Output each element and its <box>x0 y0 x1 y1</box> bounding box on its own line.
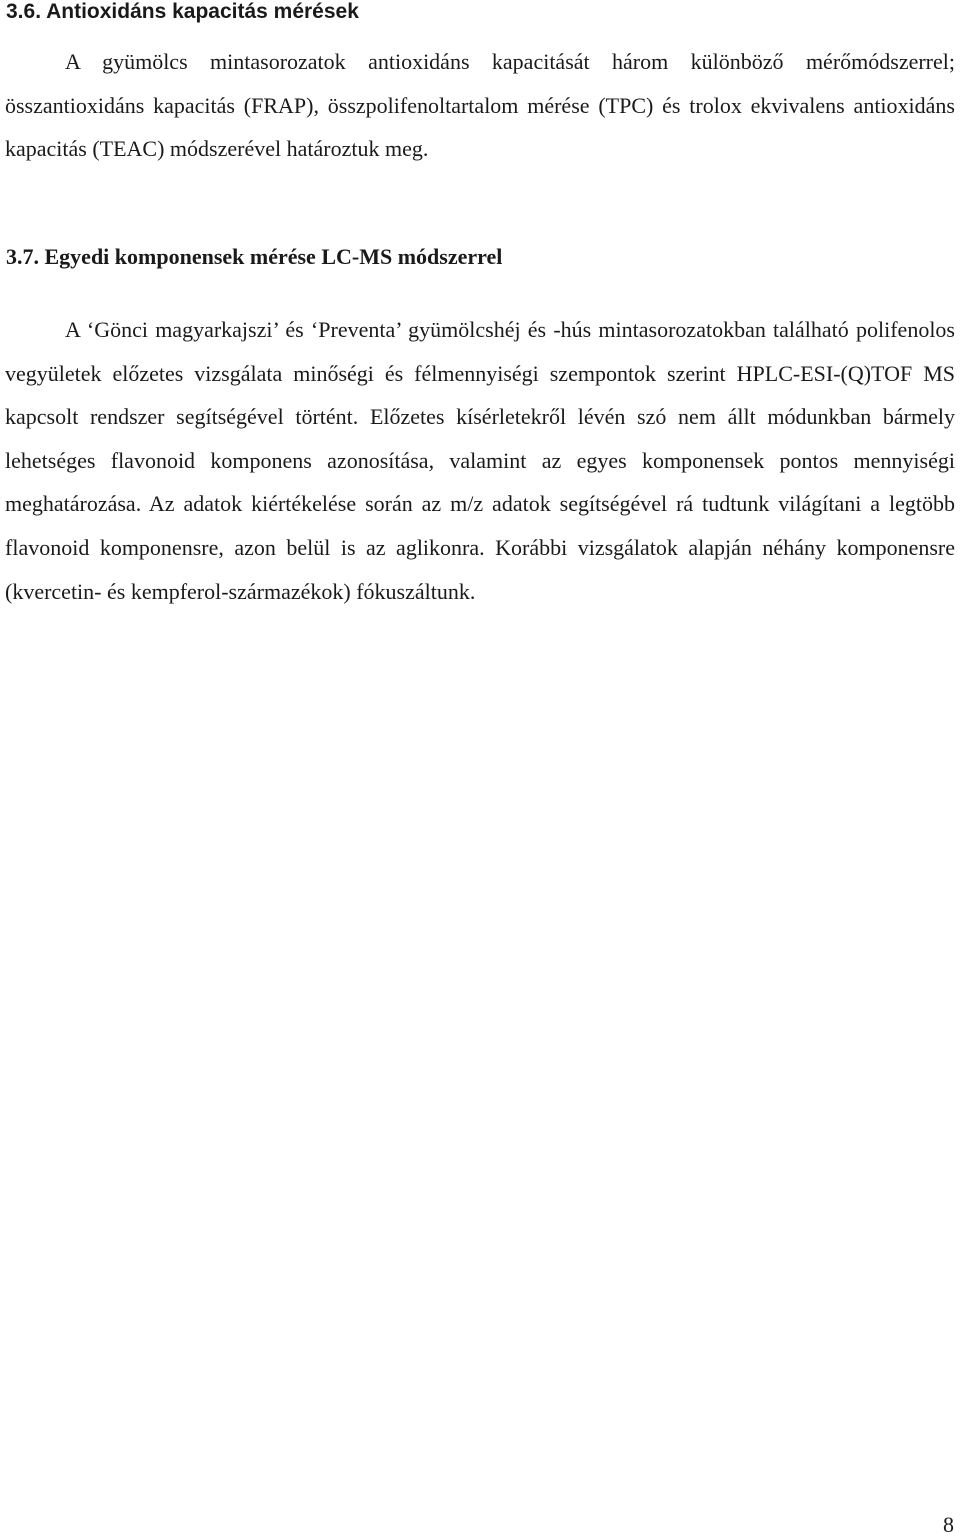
page-number: 8 <box>943 1512 954 1537</box>
section-heading-3-6: 3.6. Antioxidáns kapacitás mérések <box>6 0 359 23</box>
section-heading-3-7: 3.7. Egyedi komponensek mérése LC-MS módszerrel <box>6 244 503 269</box>
paragraph-antioxidant-capacity: A gyümölcs mintasorozatok antioxidáns kapacitását három különböző mérőmódszerrel; összantioxidáns kapacitás (FRAP), összpolifenoltartalom mérése (TPC) és trolox ekvivalens antioxidáns kapacitás (TEAC) módszerével határoztuk meg. <box>5 49 955 161</box>
paragraph-lc-ms-components: A ‘Gönci magyarkajszi’ és ‘Preventa’ gyümölcshéj és -hús mintasorozatokban található polifenolos vegyületek előzetes vizsgálata minőségi és félmennyiségi szempontok szerint HPLC-ESI-(Q)TOF MS kapcsolt rendszer segítségével történt. Előzetes kísérletekről lévén szó nem állt módunkban bármely lehetséges flavonoid komponens azonosítása, valamint az egyes komponensek pontos mennyiségi meghatározása. Az adatok kiértékelése során az m/z adatok segítségével rá tudtunk világítani a legtöbb flavonoid komponensre, azon belül is az aglikonra. Korábbi vizsgálatok alapján néhány komponensre (kvercetin- és kempferol-származékok) fókuszáltunk. <box>5 317 955 604</box>
